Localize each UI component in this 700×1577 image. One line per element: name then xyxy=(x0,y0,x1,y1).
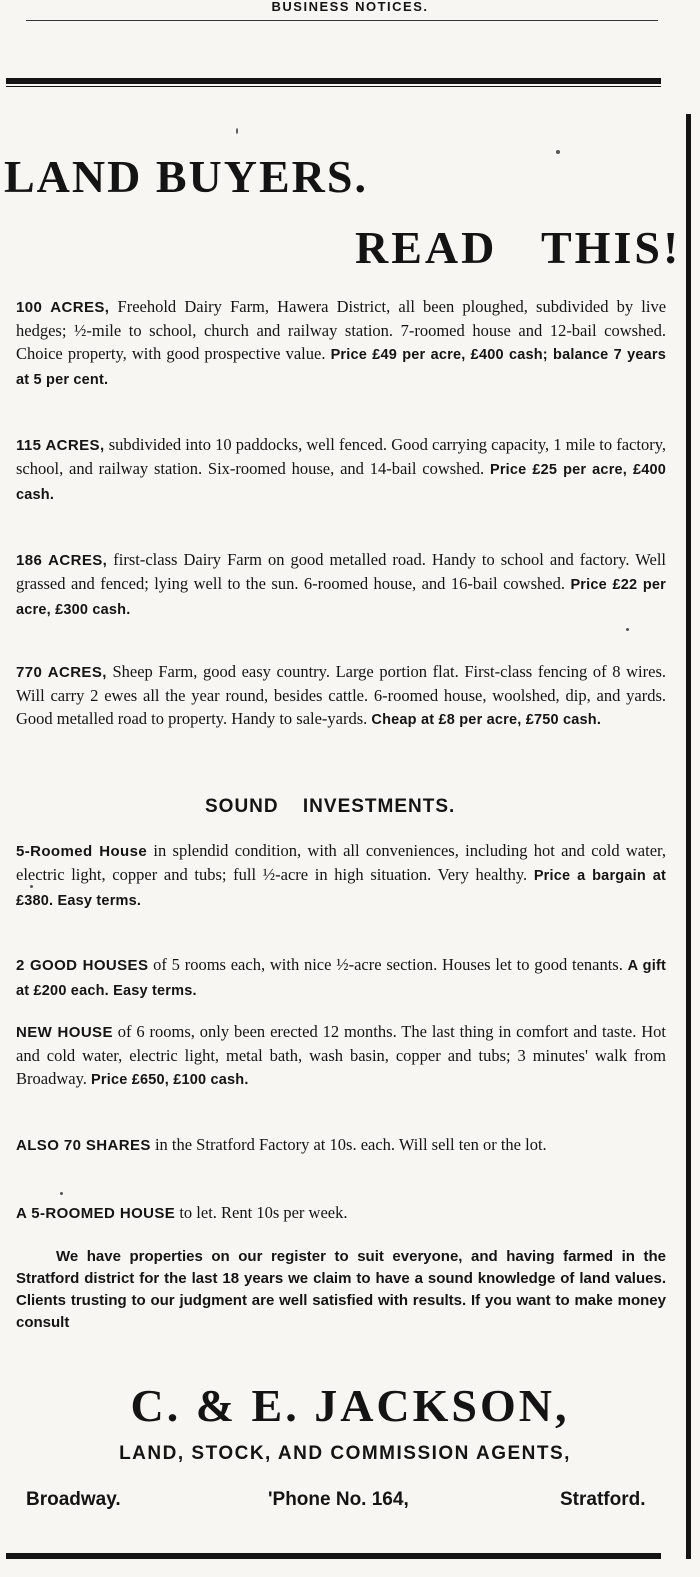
sound-investments-heading: SOUND INVESTMENTS. xyxy=(205,796,456,817)
listing-lead: 100 ACRES, xyxy=(16,299,110,316)
listing-price: Price £25 per acre, £400 cash. xyxy=(16,462,667,503)
listing-lead: 770 ACRES, xyxy=(16,664,107,681)
listing-text: subdivided into 10 paddocks, well fenced. Good carrying capacity, 1 mile to factory, school, and railway station. Six-roomed house, and 14-bail cowshed. xyxy=(16,435,667,478)
firm-name: C. & E. JACKSON, xyxy=(130,1380,570,1431)
listing-text: Freehold Dairy Farm, Hawera District, all been ploughed, subdivided by live hedges; ½-mile to school, church and railway station. 7-roomed house and 12-bail cowshed. Choice property, with good prospective value. xyxy=(16,297,667,363)
headline-land-buyers: LAND BUYERS. xyxy=(4,151,368,202)
investment-lead: NEW HOUSE xyxy=(16,1024,113,1041)
investment-lead: 2 GOOD HOUSES xyxy=(16,957,149,974)
address-stratford: Stratford. xyxy=(560,1489,646,1510)
listing-186-acres xyxy=(16,548,666,622)
ink-speck xyxy=(626,628,629,631)
ink-speck xyxy=(556,150,560,154)
investment-house-to-let xyxy=(16,1201,666,1225)
investment-text: in the Stratford Factory at 10s. each. Will sell ten or the lot. xyxy=(154,1135,547,1154)
divider xyxy=(26,20,658,21)
investment-price: A gift at £200 each. Easy terms. xyxy=(16,958,666,999)
ad-border-bottom xyxy=(6,1553,661,1559)
investment-text: in splendid condition, with all conveniences, including hot and cold water, electric light, copper and tubs; full ½-acre in high situation. Very healthy. xyxy=(16,841,667,884)
listing-text: first-class Dairy Farm on good metalled road. Handy to school and factory. Well grassed and fenced; lying well to the sun. 6-roomed house, and 16-bail cowshed. xyxy=(16,550,667,593)
ink-speck xyxy=(60,1192,63,1195)
listing-115-acres xyxy=(16,433,666,507)
listing-770-acres xyxy=(16,660,666,732)
ad-border-right xyxy=(686,114,691,1559)
listing-price: Price £49 per acre, £400 cash; balance 7 years at 5 per cent. xyxy=(16,347,667,388)
headline-read: READ xyxy=(355,222,498,273)
investment-lead: 5-Roomed House xyxy=(16,843,148,860)
investment-price: Price £650, £100 cash. xyxy=(91,1072,249,1088)
listing-price: Price £22 per acre, £300 cash. xyxy=(16,577,666,618)
closing-paragraph xyxy=(16,1246,666,1334)
headline-this: THIS! xyxy=(541,222,682,273)
investment-lead: ALSO 70 SHARES xyxy=(16,1137,151,1154)
closing-text: We have properties on our register to suit everyone, and having farmed in the Stratford district for the last 18 years we claim to have a sound knowledge of land values. Clients trusting to our judgment are well satisfied with results. If you want to make money consult xyxy=(16,1248,666,1331)
investment-new-house xyxy=(16,1020,666,1092)
listing-lead: 115 ACRES, xyxy=(16,437,105,454)
address-broadway: Broadway. xyxy=(26,1489,121,1510)
investment-price: Price a bargain at £380. Easy terms. xyxy=(16,868,666,909)
listing-100-acres xyxy=(16,295,666,392)
investment-lead: A 5-ROOMED HOUSE xyxy=(16,1205,176,1222)
phone-number: 'Phone No. 164, xyxy=(268,1489,409,1510)
ad-border-top-inner xyxy=(6,86,661,87)
investment-factory-shares xyxy=(16,1133,666,1157)
firm-role: LAND, STOCK, AND COMMISSION AGENTS, xyxy=(119,1443,571,1464)
investment-text: of 6 rooms, only been erected 12 months. The last thing in comfort and taste. Hot and cold water, electric light, metal bath, wash basin, copper and tubs; 3 minutes' walk from Broadway. xyxy=(16,1022,666,1088)
listing-price: Cheap at £8 per acre, £750 cash. xyxy=(371,712,602,728)
listing-text: Sheep Farm, good easy country. Large portion flat. First-class fencing of 8 wires. Will carry 2 ewes all the year round, besides cattle. 6-roomed house, woolshed, dip, and yards. Good metalled road to property. Handy to sale-yards. xyxy=(16,662,667,728)
investment-5-roomed-house xyxy=(16,839,666,913)
investment-2-good-houses xyxy=(16,953,666,1003)
investment-text: of 5 rooms each, with nice ½-acre section. Houses let to good tenants. xyxy=(153,955,623,974)
listing-lead: 186 ACRES, xyxy=(16,552,108,569)
ink-speck xyxy=(236,128,238,134)
section-header: BUSINESS NOTICES. xyxy=(271,0,429,14)
ink-speck xyxy=(30,885,33,888)
ad-border-top xyxy=(6,78,661,84)
investment-text: to let. Rent 10s per week. xyxy=(179,1203,348,1222)
